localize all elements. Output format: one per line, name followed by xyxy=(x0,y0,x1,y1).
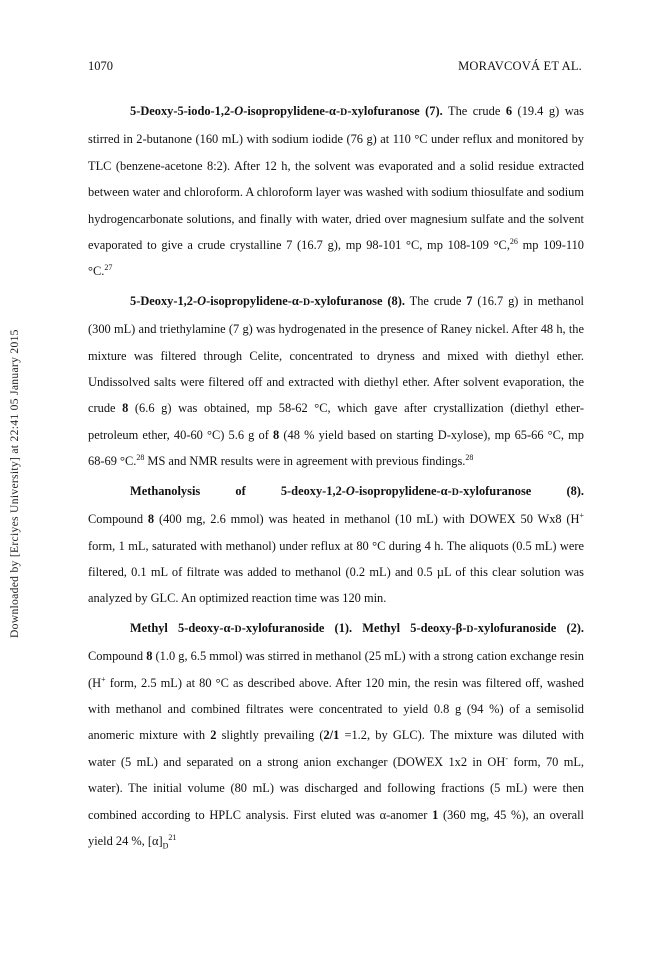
paragraph-text: Compound 8 (1.0 g, 6.5 mmol) was stirred in methanol (25 mL) with a strong cation exchange resin (H+ form, 2.5 mL) at 80 °C as described above. After 120 min, the resin was filtered off, washed with methanol and combined filtrates were concentrated to yield 0.8 g (94 %) of a semisolid anomeric mixture with 2 slightly prevailing (2/1 =1.2, by GLC). The mixture was diluted with water (5 mL) and separated on a strong anion exchanger (DOWEX 1x2 in OH- form, 70 mL, water). The initial volume (80 mL) was discharged and following fractions (5 mL) were then combined according to HPLC analysis. First eluted was α-anomer 1 (360 mg, 45 %), an overall yield 24 %, $[\alpha]_D^{21}$ xyxy=(88,649,585,851)
paragraph-methyl-xylofuranosides xyxy=(88,615,584,855)
article-body xyxy=(88,98,584,857)
paragraph-heading: 5-Deoxy-1,2-O-isopropylidene-α-D-xylofuranose (8). xyxy=(130,293,405,308)
paragraph-compound-8 xyxy=(88,288,584,475)
paragraph-heading: 5-Deoxy-5-iodo-1,2-O-isopropylidene-α-D-xylofuranose (7). xyxy=(130,104,443,118)
paragraph-heading: Methyl 5-deoxy-α-D-xylofuranoside (1). Methyl 5-deoxy-β-D-xylofuranoside (2). xyxy=(130,620,584,635)
paragraph-compound-7 xyxy=(88,98,584,285)
paragraph-text: The crude 7 (16.7 g) in methanol (300 mL) and triethylamine (7 g) was hydrogenated in the presence of Raney nickel. After 48 h, the mixture was filtered through Celite, concentrated to dryness and mixed with diethyl ether. Undissolved salts were filtered off and extracted with diethyl ether. After solvent evaporation, the crude 8 (6.6 g) was obtained, mp 58-62 °C, which gave after crystallization (diethyl ether-petroleum ether, 40-60 °C) 5.6 g of 8 (48 % yield based on starting D-xylose), mp 65-66 °C, mp 68-69 °C.$^{28}$ MS and NMR results were in agreement with previous findings.$^{28}$ xyxy=(88,293,584,469)
download-watermark: Downloaded by [Erciyes University] at 22:41 05 January 2015 xyxy=(8,329,21,638)
page-number: 1070 xyxy=(88,59,113,73)
paragraph-methanolysis xyxy=(88,478,584,612)
paragraph-text: Compound 8 (400 mg, 2.6 mmol) was heated in methanol (10 mL) with DOWEX 50 Wx8 (H+ form, 1 mL, saturated with methanol) under reflux at 80 °C during 4 h. The aliquots (0.5 mL) were filtered, 0.1 mL of filtrate was added to methanol (0.2 mL) and 0.5 µL of this clear solution was analyzed by GLC. An optimized reaction time was 120 min. xyxy=(88,510,585,606)
running-head: MORAVCOVÁ ET AL. xyxy=(458,59,582,73)
paragraph-text: The crude 6 (19.4 g) was stirred in 2-butanone (160 mL) with sodium iodide (76 g) at 110 °C under reflux and monitored by TLC (benzene-acetone 8:2). After 12 h, the solvent was evaporated and a solid residue extracted between water and chloroform. A chloroform layer was washed with sodium thiosulfate and sodium hydrogencarbonate solutions, and finally with water, dried over magnesium sulfate and the solvent evaporated to give a crude crystalline 7 (16.7 g), mp 98-101 °C, mp 108-109 °C,$^{26}$ mp 109-110 °C.$^{27}$ xyxy=(88,104,584,279)
paragraph-heading: Methanolysis of 5-deoxy-1,2-O-isopropylidene-α-D-xylofuranose (8). xyxy=(130,483,584,498)
